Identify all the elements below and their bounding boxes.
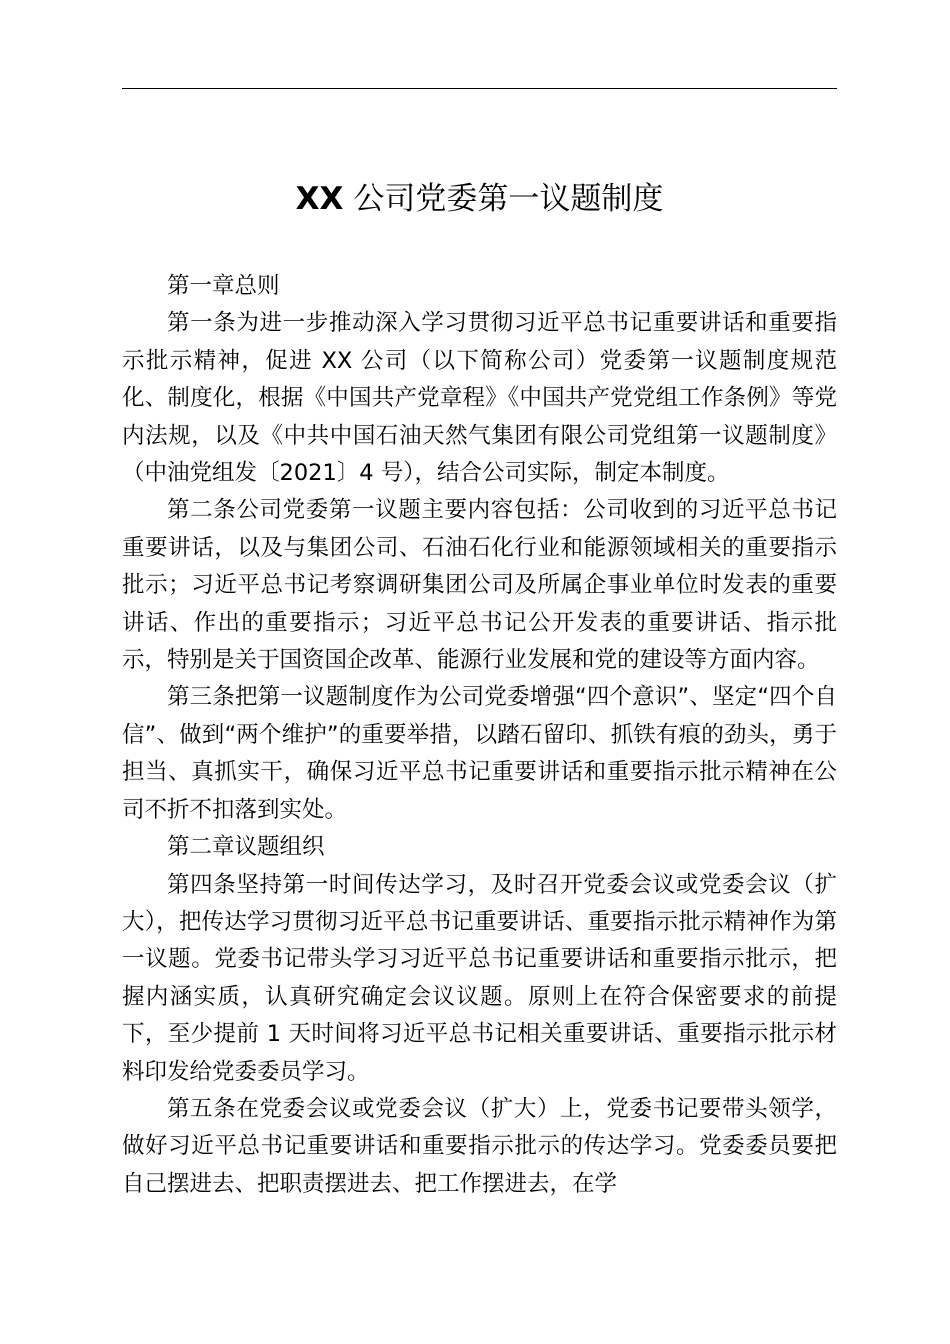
article-3: 第三条把第一议题制度作为公司党委增强“四个意识”、坚定“四个自信”、做到“两个维护”的重要举措，以踏石留印、抓铁有痕的劲头，勇于担当、真抓实干，确保习近平总书记重要讲话和重要指示批示精神在公司不折不扣落到实处。: [122, 684, 837, 823]
document-body: [122, 268, 837, 1203]
document-title-prefix: XX: [295, 181, 344, 217]
chapter-heading-organization: 第二章议题组织: [167, 834, 325, 861]
document-title: [122, 177, 837, 221]
article-4: 第四条坚持第一时间传达学习，及时召开党委会议或党委会议（扩大），把传达学习贯彻习近平总书记重要讲话、重要指示批示精神作为第一议题。党委书记带头学习习近平总书记重要讲话和重要指示批示，把握内涵实质，认真研究确定会议议题。原则上在符合保密要求的前提下，至少提前 1 天时间将习近平总书记相关重要讲话、重要指示批示材料印发给党委委员学习。: [122, 871, 837, 1085]
article-1: 第一条为进一步推动深入学习贯彻习近平总书记重要讲话和重要指示批示精神，促进 XX 公司（以下简称公司）党委第一议题制度规范化、制度化，根据《中国共产党章程》《中国共产党党组工作条例》等党内法规，以及《中共中国石油天然气集团有限公司党组第一议题制度》（中油党组发〔2021〕4 号），结合公司实际，制定本制度。: [122, 310, 837, 487]
header-divider: [122, 88, 837, 89]
document-title-text: 公司党委第一议题制度: [343, 181, 664, 217]
article-2: 第二条公司党委第一议题主要内容包括：公司收到的习近平总书记重要讲话，以及与集团公司、石油石化行业和能源领域相关的重要指示批示；习近平总书记考察调研集团公司及所属企事业单位时发表的重要讲话、作出的重要指示；习近平总书记公开发表的重要讲话、指示批示，特别是关于国资国企改革、能源行业发展和党的建设等方面内容。: [122, 497, 837, 674]
chapter-heading-general: 第一章总则: [167, 273, 280, 299]
article-5: 第五条在党委会议或党委会议（扩大）上，党委书记要带头领学，做好习近平总书记重要讲话和重要指示批示的传达学习。党委委员要把自己摆进去、把职责摆进去、把工作摆进去，在学: [122, 1095, 837, 1197]
